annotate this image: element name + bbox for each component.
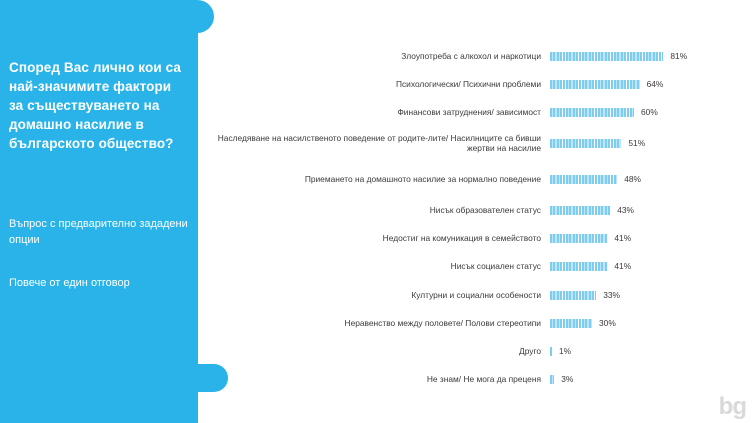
chart-bar-row <box>198 227 752 249</box>
bar-category-label: Не знам/ Не мога да преценя <box>426 373 541 384</box>
bar-fill <box>550 347 552 356</box>
bar-fill <box>550 80 640 89</box>
bar-fill <box>550 206 610 215</box>
bar-value-label: 41% <box>614 233 632 243</box>
bar-category-label: Културни и социални особености <box>411 289 541 300</box>
bar-track <box>550 374 752 384</box>
chart-bar-row <box>198 340 752 362</box>
bar-fill <box>550 291 596 300</box>
bar-fill <box>550 108 634 117</box>
bar-track <box>550 290 752 300</box>
bar-track <box>550 79 752 89</box>
bar-value-label: 51% <box>628 138 646 148</box>
bar-track <box>550 174 752 184</box>
bar-fill <box>550 262 607 271</box>
chart-bar-row <box>198 368 752 390</box>
bar-track <box>550 233 752 243</box>
bar-track <box>550 346 752 356</box>
bar-category-label: Друго <box>519 345 541 356</box>
bar-value-label: 43% <box>617 205 634 215</box>
bar-track <box>550 261 752 271</box>
bar-value-label: 33% <box>603 290 620 300</box>
bar-value-label: 64% <box>646 79 664 89</box>
question-title: Според Вас лично кои са най-значимите фактори за съществуването на домашно насилие в българското общество? <box>9 60 181 151</box>
bar-fill <box>550 175 617 184</box>
bar-fill <box>550 319 592 328</box>
bar-category-label: Приемането на домашното насилие за нормално поведение <box>304 173 541 184</box>
bar-value-label: 48% <box>624 174 641 184</box>
bar-value-label: 1% <box>559 346 572 356</box>
chart-bar-row <box>198 45 752 67</box>
chart-bar-row <box>198 312 752 334</box>
horizontal-bar-chart <box>198 0 752 423</box>
bar-category-label: Злоупотреба с алкохол и наркотици <box>401 50 541 61</box>
watermark-logo: bg <box>718 393 746 420</box>
bar-track <box>550 51 752 61</box>
chart-bar-row <box>198 73 752 95</box>
bar-category-label: Нисък социален статус <box>450 260 541 271</box>
bar-category-label: Психологически/ Психични проблеми <box>395 78 541 89</box>
bar-fill <box>550 139 621 148</box>
bar-value-label: 81% <box>670 51 688 61</box>
chart-bar-row <box>198 132 752 154</box>
bar-fill <box>550 234 607 243</box>
bar-category-label: Наследяване на насилственото поведение от родите-лите/ Насилниците са бивши жертви на насилие <box>217 132 541 153</box>
left-info-panel <box>0 0 198 423</box>
bar-value-label: 41% <box>614 261 632 271</box>
bar-track <box>550 318 752 328</box>
bar-category-label: Финансови затруднения/ зависимост <box>397 106 541 117</box>
bar-category-label: Неравенство между половете/ Полови стереотипи <box>344 317 541 328</box>
chart-bar-row <box>198 284 752 306</box>
chart-bar-row <box>198 101 752 123</box>
bar-value-label: 60% <box>641 107 658 117</box>
bar-value-label: 30% <box>599 318 616 328</box>
bar-fill <box>550 52 663 61</box>
bar-track <box>550 107 752 117</box>
chart-bar-row <box>198 199 752 221</box>
bar-category-label: Недостиг на комуникация в семейството <box>382 232 541 243</box>
chart-bar-row <box>198 255 752 277</box>
bar-category-label: Нисък образователен статус <box>429 204 541 215</box>
chart-bar-row <box>198 168 752 190</box>
question-note-preset-options: Въпрос с предварително зададени опции <box>9 218 188 246</box>
bar-track <box>550 205 752 215</box>
question-note-multiple-answers: Повече от един отговор <box>9 277 130 289</box>
bar-track <box>550 138 752 148</box>
bar-value-label: 3% <box>561 374 574 384</box>
bar-fill <box>550 375 554 384</box>
